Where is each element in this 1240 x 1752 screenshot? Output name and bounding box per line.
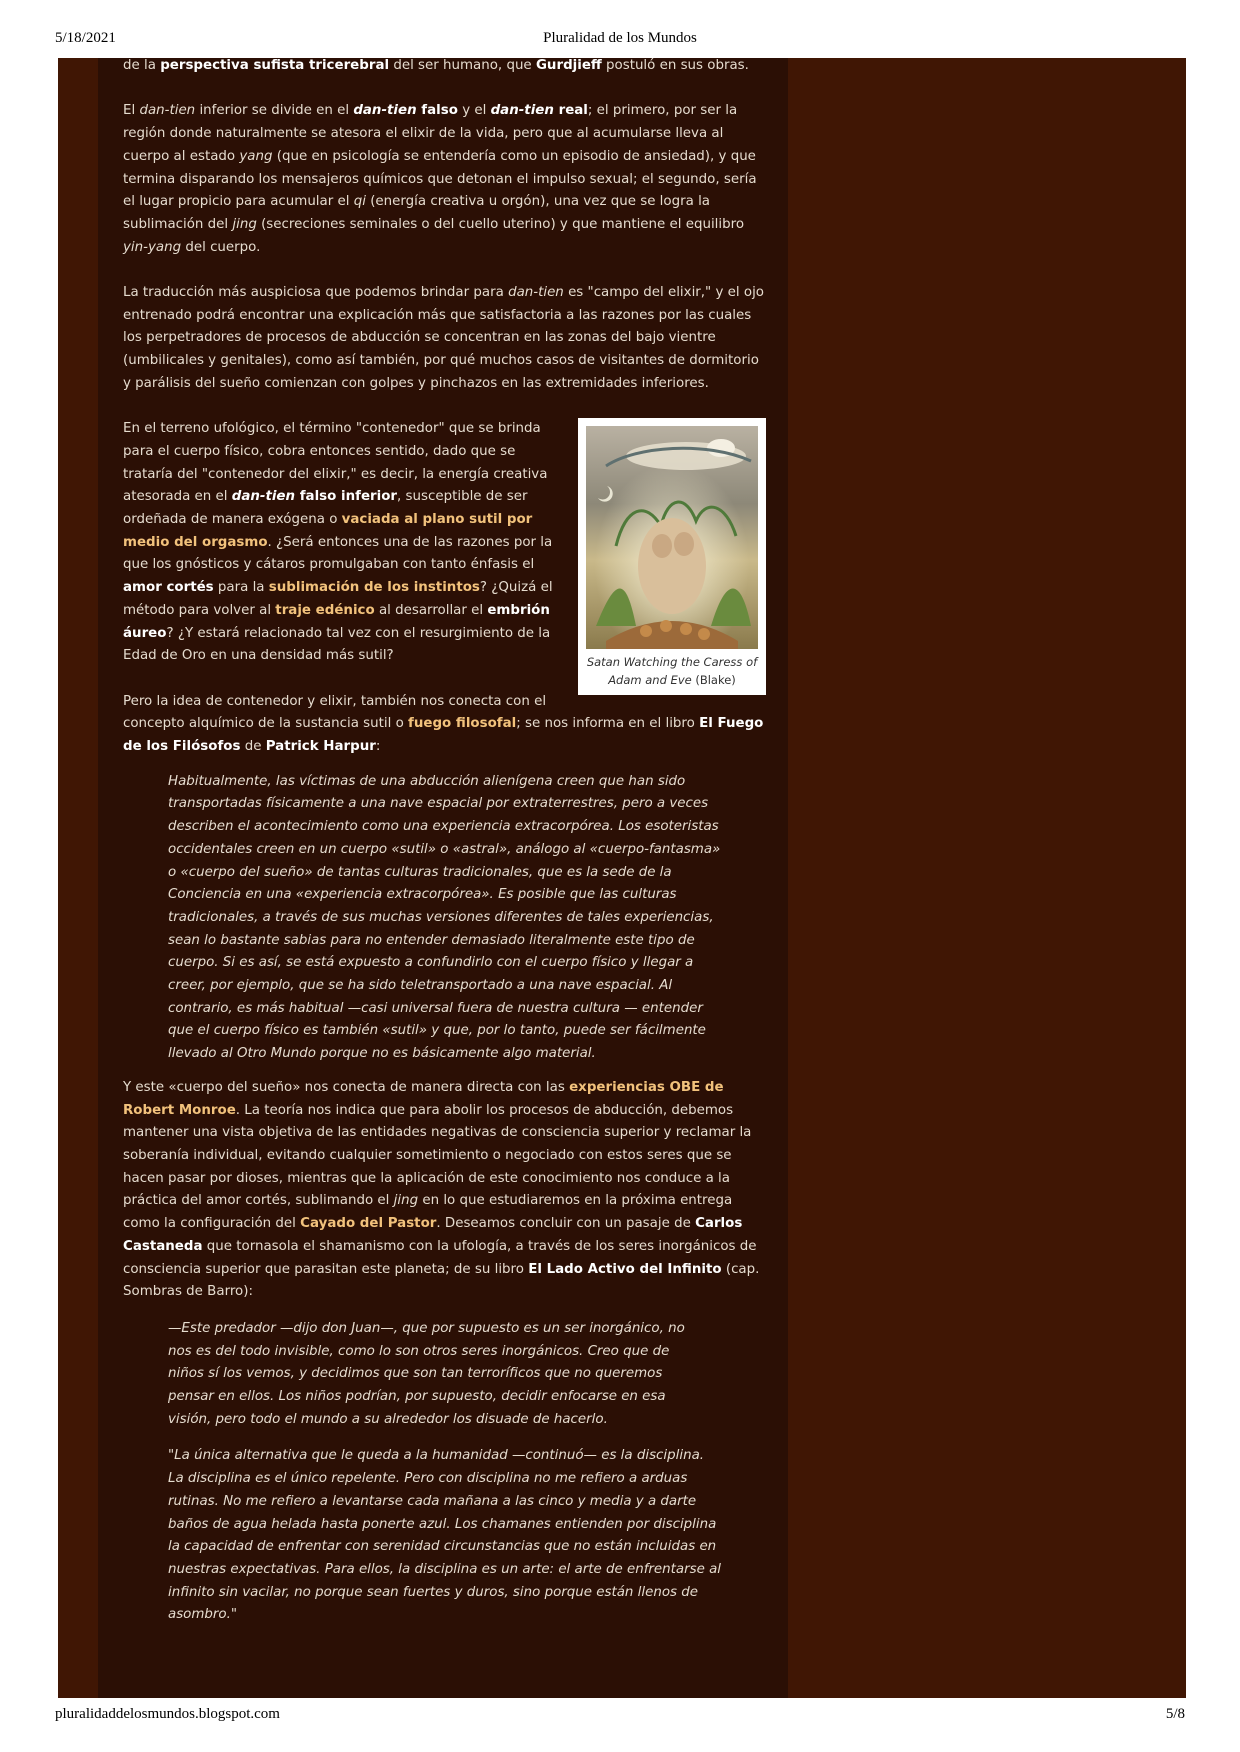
text: en lo que estudiaremos en la próxima entrega como la configuración del xyxy=(123,1193,733,1232)
text: inferior se divide en el xyxy=(195,103,354,119)
quote-text: —Este predador —dijo don Juan—, que por supuesto es un ser inorgánico, no nos es del todo invisible, como lo son otros seres inorgánicos. Creo que de niños sí los vemos, y decidimos que son tan terroríficos que no queremos pensar en ellos. Los niños podrían, por supuesto, decidir enfocarse en esa visión, pero todo el mundo a su alrededor los disuade de hacerlo. xyxy=(168,1320,685,1427)
post-body xyxy=(98,58,788,1698)
text: La traducción más auspiciosa que podemos brindar para xyxy=(123,285,509,300)
text: . ¿Será entonces una de las razones por la que los gnósticos y cátaros promulgaban con tanto énfasis el xyxy=(123,534,553,573)
bold-term: real xyxy=(553,103,588,119)
text: ? ¿Y estará relacionado tal vez con el resurgimiento de la Edad de Oro en una densidad más sutil? xyxy=(123,625,551,664)
print-page-number: 5/8 xyxy=(1165,1706,1185,1722)
paragraph-1 xyxy=(123,55,766,78)
text: de la xyxy=(123,58,161,73)
italic-term: qi xyxy=(353,194,366,210)
link-cayado-del-pastor[interactable]: Cayado del Pastor xyxy=(300,1216,437,1232)
text: (energía creativa u orgón), una vez que se logra la sublimación del xyxy=(123,194,710,232)
caption-author: (Blake) xyxy=(691,673,736,688)
italic-term: dan-tien xyxy=(139,103,196,119)
link-obe-robert-monroe[interactable]: experiencias OBE de Robert Monroe xyxy=(123,1079,724,1118)
text: . La teoría nos indica que para abolir los procesos de abducción, debemos mantener una vista objetiva de las entidades negativas de consciencia superior y reclamar la soberanía individual, evitando cualquier sometimiento o negociado con estos seres que se hacen pasar por dioses, mientras que la aplicación de este conocimiento nos conduce a la práctica del amor cortés, sublimando el xyxy=(123,1102,752,1209)
text: (secreciones seminales o del cuello uterino) y que mantiene el equilibro xyxy=(256,216,745,232)
italic-term: yang xyxy=(239,148,273,164)
paragraph-2 xyxy=(123,100,766,259)
italic-term: yin-yang xyxy=(123,239,182,255)
figure-caption xyxy=(586,653,758,689)
bold-term: falso inferior xyxy=(295,489,398,505)
link-vaciada-plano-sutil[interactable]: vaciada al plano sutil por medio del orgasmo xyxy=(123,512,533,550)
quote-text: Habitualmente, las víctimas de una abducción alienígena creen que han sido transportadas físicamente a una nave espacial por extraterrestres, pero a veces describen el acontecimiento como una experiencia extracorpórea. Los esoteristas occidentales creen en un cuerpo «sutil» o «astral», análogo al «cuerpo-fantasma» o «cuerpo del sueño» de tantas culturas tradicionales, que es la sede de la Conciencia en una «experiencia extracorpórea». Es posible que las culturas tradicionales, a través de sus muchas versiones diferentes de tales experiencias, sean lo bastante sabias para no entender demasiado literalmente este tipo de cuerpo. Si es así, se está expuesto a confundirlo con el cuerpo físico y llegar a creer, por ejemplo, que se ha sido teletransportado a una nave espacial. Al contrario, es más habitual —casi universal fuera de nuestra cultura — entender que el cuerpo físico es también «sutil» y que, por lo tanto, puede ser fácilmente llevado al Otro Mundo porque no es básicamente algo material. xyxy=(168,773,721,1062)
bold-italic-term: dan-tien xyxy=(490,103,554,119)
italic-term: jing xyxy=(232,216,257,232)
blog-frame xyxy=(58,58,1186,1698)
text: (que en psicología se entendería como un episodio de ansiedad), y que termina disparando los mensajeros químicos que detonan el impulso sexual; el segundo, sería el lugar propicio para acumular el xyxy=(123,148,757,210)
text: Pero la idea de contenedor y elixir, también nos conecta con el concepto alquímico de la sustancia sutil o xyxy=(123,693,547,732)
text: . Deseamos concluir con un pasaje de xyxy=(436,1216,696,1232)
text: al desarrollar el xyxy=(374,602,488,618)
print-header xyxy=(55,30,1185,52)
link-sublimacion-instintos[interactable]: sublimación de los instintos xyxy=(268,580,480,596)
quote-text: "La única alternativa que le queda a la humanidad —continuó— es la disciplina. La disciplina es el único repelente. Pero con disciplina no me refiero a arduas rutinas. No me refiero a levantarse cada mañana a las cinco y media y a darte baños de agua helada hasta ponerte azul. Los chamanes entienden por disciplina la capacidad de enfrentar con serenidad circunstancias que no están incluidas en nuestras expectativas. Para ellos, la disciplina es un arte: el arte de enfrentarse al infinito sin vacilar, no porque sean fuertes y duros, sino porque están llenos de asombro." xyxy=(168,1448,722,1623)
bold-term: perspectiva sufista tricerebral xyxy=(160,58,390,73)
bold-term: Gurdjieff xyxy=(535,58,602,73)
text: y el xyxy=(457,103,491,119)
text: ; se nos informa en el libro xyxy=(516,716,700,732)
text: En el terreno ufológico, el término "contenedor" que se brinda para el cuerpo físico, cobra entonces sentido, dado que se trataría del "contenedor del elixir," es decir, la energía creativa atesorada en el xyxy=(123,421,548,505)
bold-term: amor cortés xyxy=(123,580,214,596)
text: del cuerpo. xyxy=(181,239,261,255)
print-page-title: Pluralidad de los Mundos xyxy=(543,30,697,46)
print-url: pluralidaddelosmundos.blogspot.com xyxy=(55,1706,280,1722)
print-footer xyxy=(55,1706,1185,1728)
text: que tornasola el shamanismo con la ufología, a través de los seres inorgánicos de consciencia superior que parasitan este planeta; de su libro xyxy=(123,1238,757,1277)
bold-term: Carlos Castaneda xyxy=(123,1216,743,1254)
text: del ser humano, que xyxy=(389,58,536,73)
blake-painting-figure xyxy=(578,418,766,695)
paragraph-3 xyxy=(123,282,766,396)
bold-term: Patrick Harpur xyxy=(265,739,376,755)
text: Y este «cuerpo del sueño» nos conecta de manera directa con las xyxy=(123,1079,570,1095)
bold-italic-term: dan-tien xyxy=(353,103,417,119)
text: (cap. Sombras de Barro): xyxy=(123,1261,760,1300)
text: ? ¿Quizá el método para volver al xyxy=(123,580,553,618)
link-traje-edenico[interactable]: traje edénico xyxy=(275,602,375,618)
blockquote-harpur xyxy=(168,771,723,1066)
italic-term: jing xyxy=(393,1193,419,1209)
bold-term: El Fuego de los Filósofos xyxy=(123,716,764,755)
italic-term: dan-tien xyxy=(508,285,564,300)
blockquote-castaneda xyxy=(168,1318,722,1627)
bold-term: embrión áureo xyxy=(123,602,550,641)
text: : xyxy=(375,739,381,755)
text: ; el primero, por ser la región donde naturalmente se atesora el elixir de la vida, pero que al acumularse lleva al cuerpo al estado xyxy=(123,103,738,164)
bold-term: falso xyxy=(416,103,458,119)
caption-title: Satan Watching the Caress of Adam and Eve xyxy=(586,655,758,688)
print-date: 5/18/2021 xyxy=(55,30,116,46)
text: , susceptible de ser ordeñada de manera exógena o xyxy=(123,489,528,528)
text: es "campo del elixir," y el ojo entrenado podrá encontrar una explicación más que satisfactoria a las razones por las cuales los perpetradores de procesos de abducción se concentran en las zonas del bajo vientre (umbilicales y genitales), como así también, por qué muchos casos de visitantes de dormitorio y parálisis del sueño comienzan con golpes y pinchazos en las extremidades inferiores. xyxy=(123,285,764,391)
paragraph-5 xyxy=(123,691,766,759)
bold-term: El Lado Activo del Infinito xyxy=(528,1261,722,1277)
paragraph-6 xyxy=(123,1077,766,1304)
text: El xyxy=(123,103,140,119)
text: para la xyxy=(213,580,269,596)
bold-italic-term: dan-tien xyxy=(231,489,296,505)
blake-painting-image[interactable] xyxy=(586,426,758,649)
post-content xyxy=(123,58,766,1641)
link-fuego-filosofal[interactable]: fuego filosofal xyxy=(408,716,517,732)
text: de xyxy=(240,739,266,755)
text: postuló en sus obras. xyxy=(601,58,749,73)
